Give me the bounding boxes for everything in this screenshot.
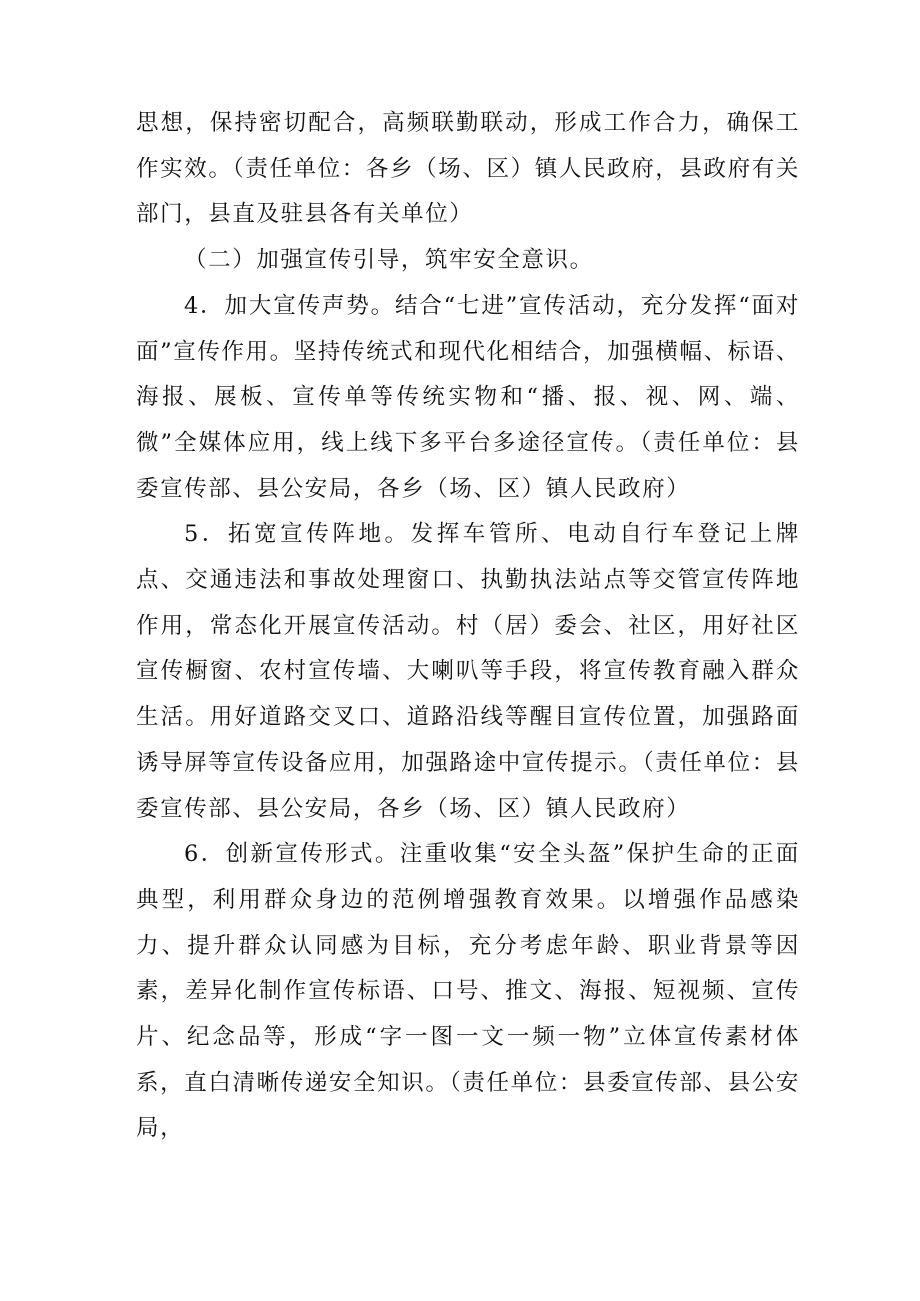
paragraph-item-5: 5．拓宽宣传阵地。发挥车管所、电动自行车登记上牌点、交通违法和事故处理窗口、执勤执法站点等交管宣传阵地作用，常态化开展宣传活动。村（居）委会、社区，用好社区宣传橱窗、农村宣传墙、大喇叭等手段，将宣传教育融入群众生活。用好道路交叉口、道路沿线等醒目宣传位置，加强路面诱导屏等宣传设备应用，加强路途中宣传提示。（责任单位：县委宣传部、县公安局，各乡（场、区）镇人民政府） [136, 521, 800, 822]
section-heading: （二）加强宣传引导，筑牢安全意识。 [184, 247, 594, 274]
paragraph-item-4: 4．加大宣传声势。结合“七进”宣传活动，充分发挥“面对面”宣传作用。坚持传统式和现代化相结合，加强横幅、标语、海报、展板、宣传单等传统实物和“播、报、视、网、端、微”全媒体应用，线上线下多平台多途径宣传。（责任单位：县委宣传部、县公安局，各乡（场、区）镇人民政府） [136, 292, 800, 502]
paragraph-item-6: 6．创新宣传形式。注重收集“安全头盔”保护生命的正面典型，利用群众身边的范例增强教育效果。以增强作品感染力、提升群众认同感为目标，充分考虑年龄、职业背景等因素，差异化制作宣传标语、口号、推文、海报、短视频、宣传片、纪念品等，形成“字一图一文一频一物”立体宣传素材体系，直白清晰传递安全知识。（责任单位：县委宣传部、县公安局， [136, 841, 800, 1142]
document-body [136, 101, 800, 1152]
paragraph-continuation: 思想，保持密切配合，高频联勤联动，形成工作合力，确保工作实效。（责任单位：各乡（场、区）镇人民政府，县政府有关部门，县直及驻县各有关单位） [136, 110, 800, 228]
